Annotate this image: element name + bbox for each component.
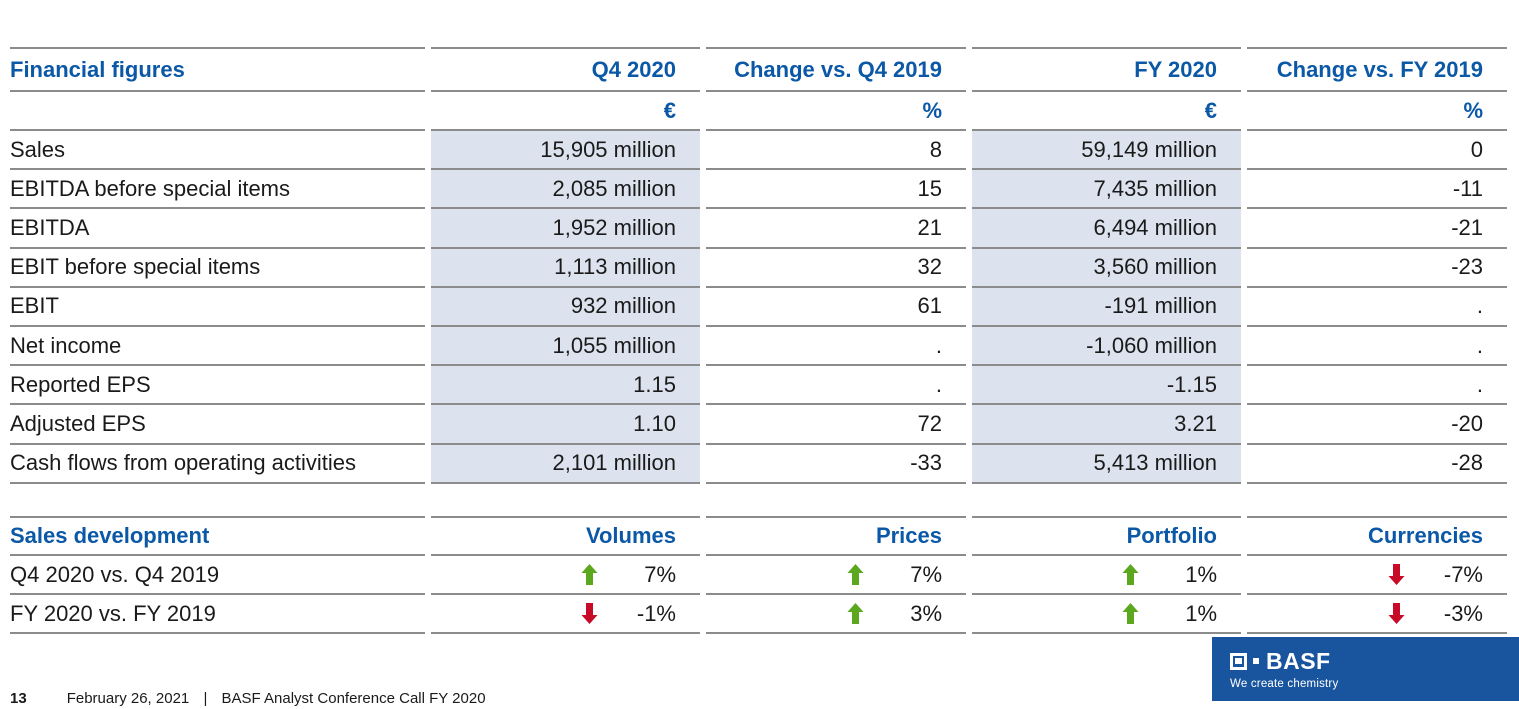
cell-value: 6,494 million [972,209,1241,248]
row-label-cash-flows: Cash flows from operating activities [10,445,425,484]
basf-dot-icon [1253,658,1259,664]
cell-value: . [1247,327,1507,366]
financial-figures-table [10,47,1507,484]
sales-development-title: Sales development [10,516,425,556]
footer-separator: | [203,690,208,707]
col-header-fy-2020: FY 2020 [972,47,1241,92]
cell-value: 7,435 million [972,170,1241,209]
trend-value: 1% [1185,561,1217,587]
cell-value: . [706,366,966,405]
cell-value: -191 million [972,288,1241,327]
cell-value: 2,085 million [431,170,700,209]
cell-value: 1,055 million [431,327,700,366]
trend-arrow-icon [1388,564,1405,585]
cell-trend [431,556,700,595]
unit-percent-q4: % [706,92,966,131]
cell-value: . [1247,288,1507,327]
cell-value: 8 [706,131,966,170]
cell-value: 3.21 [972,405,1241,444]
cell-value: -23 [1247,249,1507,288]
row-label-net-income: Net income [10,327,425,366]
basf-logo [1212,637,1519,701]
trend-value: 7% [910,561,942,587]
col-header-currencies: Currencies [1247,516,1507,556]
cell-trend [1247,595,1507,634]
row-label-fy-vs-fy: FY 2020 vs. FY 2019 [10,595,425,634]
col-header-change-vs-q4-2019: Change vs. Q4 2019 [706,47,966,92]
cell-value: . [1247,366,1507,405]
unit-row-spacer [10,92,425,131]
cell-trend [972,556,1241,595]
footer-text [67,690,486,707]
row-label-sales: Sales [10,131,425,170]
cell-trend [431,595,700,634]
sales-development-table [10,516,1507,634]
cell-value: 1.15 [431,366,700,405]
col-header-change-vs-fy-2019: Change vs. FY 2019 [1247,47,1507,92]
footer-event-title: BASF Analyst Conference Call FY 2020 [221,690,486,707]
cell-value: 1,113 million [431,249,700,288]
row-label-ebitda: EBITDA [10,209,425,248]
cell-value: 5,413 million [972,445,1241,484]
cell-value: 15,905 million [431,131,700,170]
basf-square-inner-icon [1235,658,1242,665]
cell-trend [972,595,1241,634]
cell-value: 3,560 million [972,249,1241,288]
trend-arrow-icon [1388,603,1405,624]
cell-value: 1,952 million [431,209,700,248]
trend-value: 1% [1185,600,1217,626]
trend-arrow-icon [1122,603,1139,624]
cell-value: 59,149 million [972,131,1241,170]
footer-date: February 26, 2021 [66,690,190,707]
cell-value: . [706,327,966,366]
cell-value: 2,101 million [431,445,700,484]
col-header-volumes: Volumes [431,516,700,556]
cell-value: -21 [1247,209,1507,248]
row-label-q4-vs-q4: Q4 2020 vs. Q4 2019 [10,556,425,595]
cell-trend [1247,556,1507,595]
basf-square-mark-icon [1230,653,1247,670]
cell-value: -11 [1247,170,1507,209]
col-header-portfolio: Portfolio [972,516,1241,556]
cell-value: 15 [706,170,966,209]
unit-euro-q4: € [431,92,700,131]
row-label-ebit: EBIT [10,288,425,327]
cell-value: -20 [1247,405,1507,444]
cell-value: 61 [706,288,966,327]
slide-footer [10,690,486,707]
row-label-ebitda-bsi: EBITDA before special items [10,170,425,209]
col-header-prices: Prices [706,516,966,556]
row-label-adjusted-eps: Adjusted EPS [10,405,425,444]
trend-value: 3% [910,600,942,626]
trend-value: -3% [1443,600,1483,626]
financial-table-title: Financial figures [10,47,425,92]
unit-euro-fy: € [972,92,1241,131]
basf-tagline: We create chemistry [1230,678,1339,690]
row-label-reported-eps: Reported EPS [10,366,425,405]
cell-value: -1,060 million [972,327,1241,366]
trend-arrow-icon [847,564,864,585]
basf-brand-text: BASF [1266,647,1331,674]
page-number: 13 [10,690,27,707]
trend-arrow-icon [847,603,864,624]
cell-value: 72 [706,405,966,444]
col-header-q4-2020: Q4 2020 [431,47,700,92]
trend-value: 7% [644,561,676,587]
cell-value: 932 million [431,288,700,327]
cell-value: 1.10 [431,405,700,444]
cell-value: 0 [1247,131,1507,170]
trend-value: -7% [1443,561,1483,587]
cell-trend [706,556,966,595]
cell-value: 32 [706,249,966,288]
trend-arrow-icon [581,564,598,585]
trend-arrow-icon [581,603,598,624]
trend-arrow-icon [1122,564,1139,585]
cell-value: -33 [706,445,966,484]
unit-percent-fy: % [1247,92,1507,131]
trend-value: -1% [636,600,676,626]
cell-value: -1.15 [972,366,1241,405]
cell-value: 21 [706,209,966,248]
row-label-ebit-bsi: EBIT before special items [10,249,425,288]
cell-trend [706,595,966,634]
basf-logo-row [1230,647,1331,674]
cell-value: -28 [1247,445,1507,484]
